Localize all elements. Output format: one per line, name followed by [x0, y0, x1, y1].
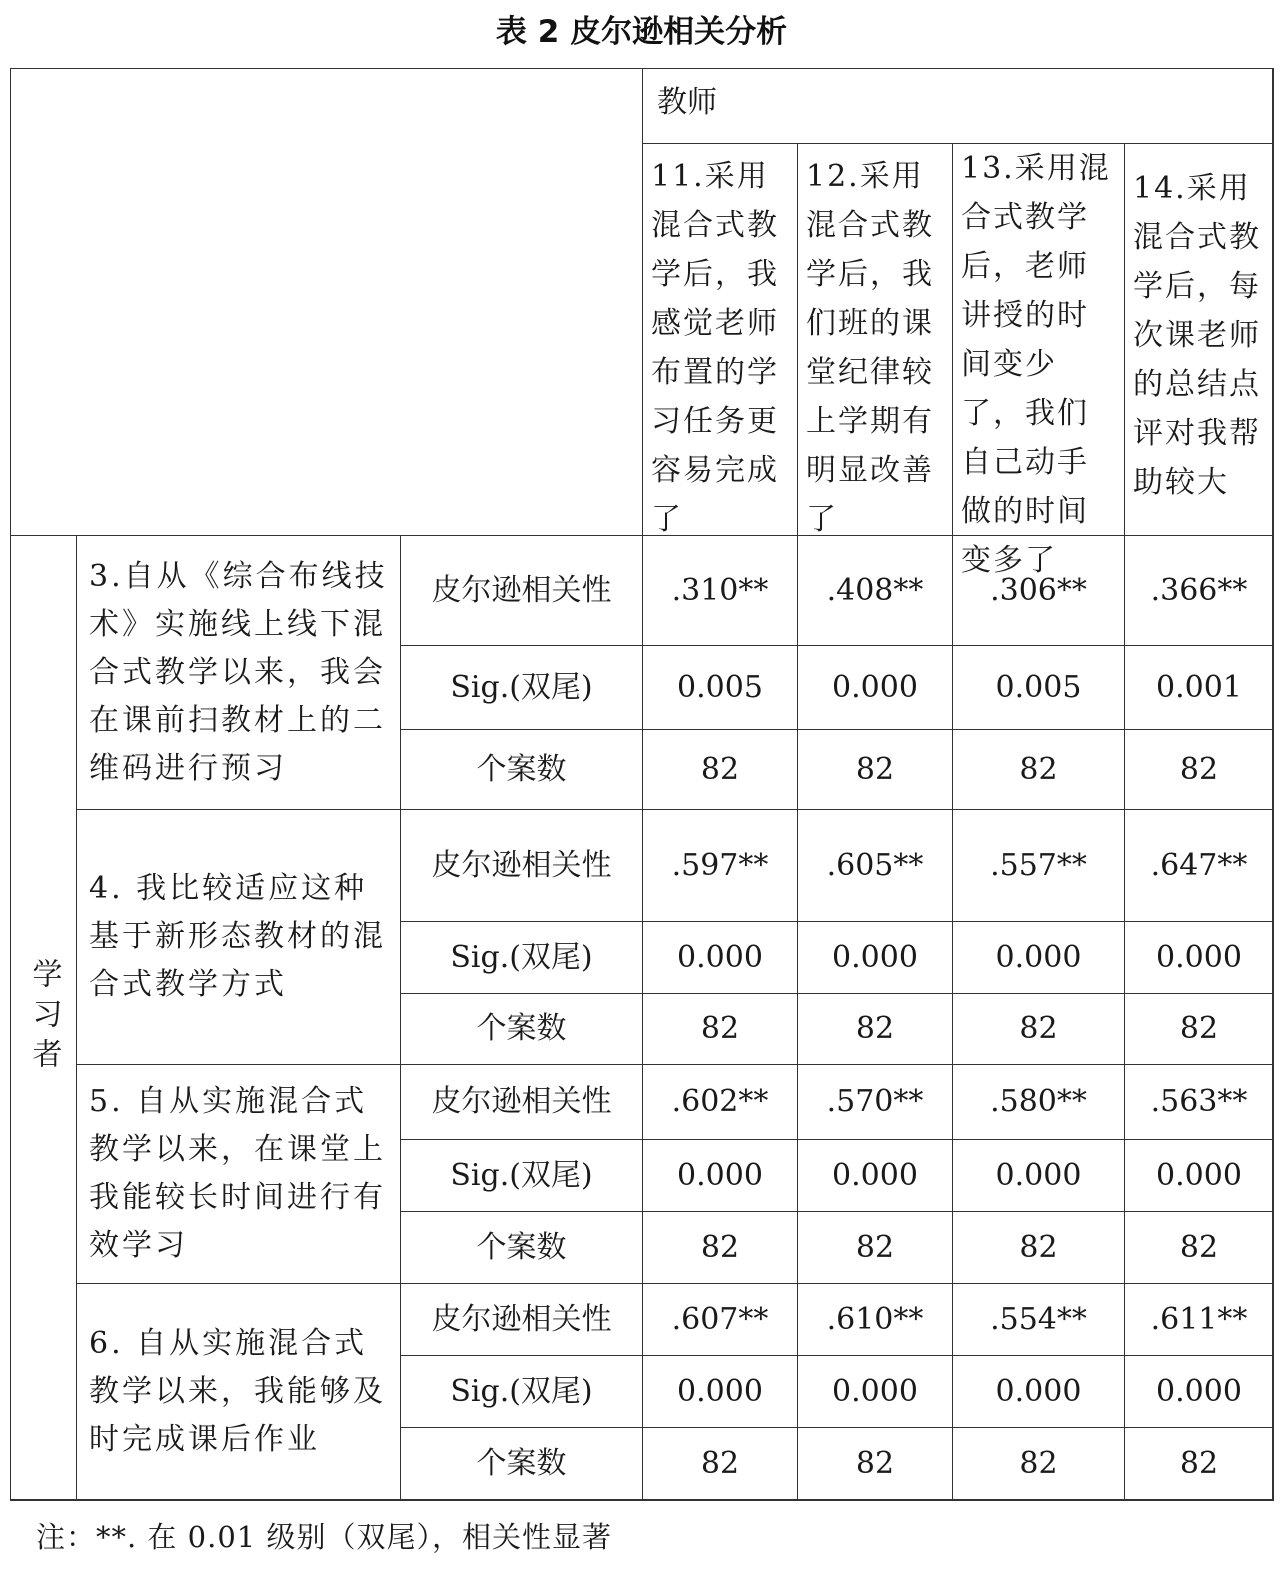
row-label-sig: Sig.(双尾) — [400, 1139, 642, 1211]
learner-header-text: 学习者 — [26, 958, 62, 1078]
value-cell-pearson: .310** — [642, 535, 797, 645]
table-title: 表 2 皮尔逊相关分析 — [495, 14, 788, 50]
value-cell-n: 82 — [797, 729, 952, 809]
row-label-n: 个案数 — [400, 1211, 642, 1283]
value-cell-pearson: .580** — [952, 1064, 1124, 1139]
column-header-12: 12.采用混合式教学后，我们班的课堂纪律较上学期有明显改善了 — [797, 143, 952, 535]
column-header-13: 13.采用混合式教学后，老师讲授的时间变少了，我们自己动手做的时间变多了 — [952, 143, 1124, 535]
row-label-n: 个案数 — [400, 1427, 642, 1500]
value-cell-pearson: .611** — [1124, 1283, 1273, 1355]
value-cell-pearson: .408** — [797, 535, 952, 645]
row-label-pearson: 皮尔逊相关性 — [400, 1283, 642, 1355]
value-cell-sig: 0.000 — [642, 1139, 797, 1211]
value-cell-pearson: .563** — [1124, 1064, 1273, 1139]
column-header-11: 11.采用混合式教学后，我感觉老师布置的学习任务更容易完成了 — [642, 143, 797, 535]
value-cell-n: 82 — [1124, 1427, 1273, 1500]
value-cell-sig: 0.000 — [1124, 1355, 1273, 1427]
teacher-header: 教师 — [642, 68, 1273, 143]
value-cell-n: 82 — [642, 1211, 797, 1283]
value-cell-pearson: .570** — [797, 1064, 952, 1139]
value-cell-n: 82 — [1124, 1211, 1273, 1283]
value-cell-pearson: .647** — [1124, 809, 1273, 921]
value-cell-sig: 0.000 — [952, 921, 1124, 993]
value-cell-n: 82 — [797, 993, 952, 1064]
value-cell-sig: 0.000 — [952, 1355, 1124, 1427]
value-cell-n: 82 — [642, 1427, 797, 1500]
question-cell: 5. 自从实施混合式教学以来，在课堂上我能较长时间进行有效学习 — [76, 1064, 400, 1283]
value-cell-pearson: .597** — [642, 809, 797, 921]
value-cell-sig: 0.000 — [797, 1139, 952, 1211]
value-cell-n: 82 — [642, 729, 797, 809]
learner-header — [10, 535, 76, 1500]
value-cell-sig: 0.000 — [797, 645, 952, 729]
value-cell-n: 82 — [1124, 993, 1273, 1064]
footnote: 注：**. 在 0.01 级别（双尾），相关性显著 — [36, 1520, 612, 1554]
value-cell-n: 82 — [642, 993, 797, 1064]
row-label-sig: Sig.(双尾) — [400, 645, 642, 729]
value-cell-sig: 0.005 — [642, 645, 797, 729]
value-cell-n: 82 — [952, 1211, 1124, 1283]
row-label-pearson: 皮尔逊相关性 — [400, 809, 642, 921]
value-cell-pearson: .605** — [797, 809, 952, 921]
value-cell-sig: 0.000 — [1124, 921, 1273, 993]
value-cell-n: 82 — [797, 1427, 952, 1500]
value-cell-sig: 0.000 — [1124, 1139, 1273, 1211]
value-cell-n: 82 — [1124, 729, 1273, 809]
row-label-sig: Sig.(双尾) — [400, 921, 642, 993]
value-cell-pearson: .554** — [952, 1283, 1124, 1355]
column-header-14: 14.采用混合式教学后，每次课老师的总结点评对我帮助较大 — [1124, 143, 1273, 535]
value-cell-n: 82 — [797, 1211, 952, 1283]
value-cell-pearson: .366** — [1124, 535, 1273, 645]
value-cell-sig: 0.000 — [642, 1355, 797, 1427]
value-cell-n: 82 — [952, 993, 1124, 1064]
value-cell-sig: 0.000 — [952, 1139, 1124, 1211]
table-bottom-border — [10, 1499, 1274, 1501]
row-label-sig: Sig.(双尾) — [400, 1355, 642, 1427]
value-cell-pearson: .607** — [642, 1283, 797, 1355]
value-cell-n: 82 — [952, 1427, 1124, 1500]
row-label-pearson: 皮尔逊相关性 — [400, 535, 642, 645]
value-cell-sig: 0.000 — [642, 921, 797, 993]
empty-corner-cell — [10, 68, 642, 535]
question-cell: 4. 我比较适应这种基于新形态教材的混合式教学方式 — [76, 809, 400, 1064]
value-cell-sig: 0.000 — [797, 1355, 952, 1427]
table-right-border — [1272, 68, 1274, 1500]
row-label-n: 个案数 — [400, 729, 642, 809]
value-cell-n: 82 — [952, 729, 1124, 809]
value-cell-pearson: .306** — [952, 535, 1124, 645]
row-label-pearson: 皮尔逊相关性 — [400, 1064, 642, 1139]
value-cell-sig: 0.005 — [952, 645, 1124, 729]
row-label-n: 个案数 — [400, 993, 642, 1064]
value-cell-sig: 0.000 — [797, 921, 952, 993]
value-cell-pearson: .610** — [797, 1283, 952, 1355]
value-cell-pearson: .602** — [642, 1064, 797, 1139]
question-cell: 6. 自从实施混合式教学以来，我能够及时完成课后作业 — [76, 1283, 400, 1500]
value-cell-sig: 0.001 — [1124, 645, 1273, 729]
value-cell-pearson: .557** — [952, 809, 1124, 921]
question-cell: 3.自从《综合布线技术》实施线上线下混合式教学以来，我会在课前扫教材上的二维码进行预习 — [76, 535, 400, 809]
